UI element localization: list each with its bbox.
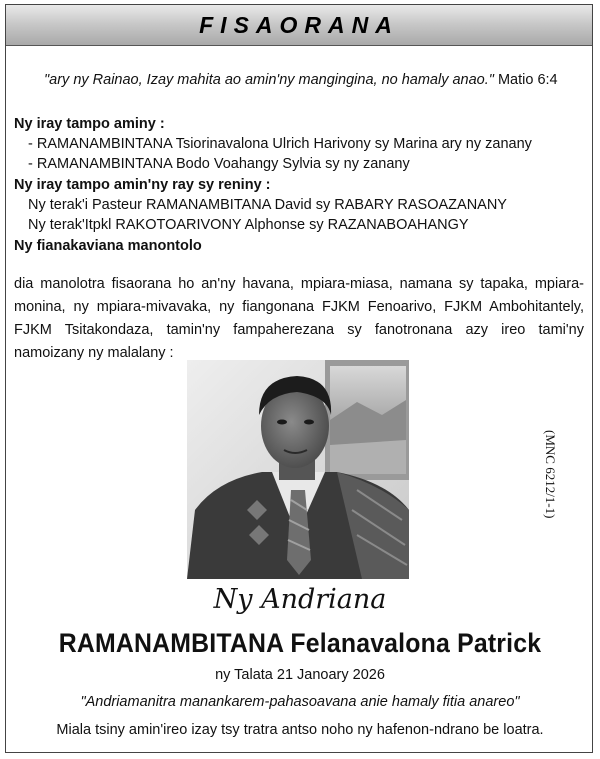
relative-line: Ny terak'i Pasteur RAMANAMBITANA David sy RABARY RASOAZANANY [28, 197, 507, 213]
thanks-message: dia manolotra fisaorana ho an'ny havana, mpiara-miasa, namana sy tapaka, mpiara-monina, ny mpiara-mivavaka, ny fiangonana FJKM Fenoarivo, FJKM Ambohitantely, FJKM Tsitakondaza, tamin'ny fampaherezana sy fanotronana azy ireo tami'ny namoizany ny malalany : [14, 276, 584, 361]
parents-siblings-heading: Ny iray tampo amin'ny ray sy reniny : [14, 177, 271, 193]
siblings-heading: Ny iray tampo aminy : [14, 116, 165, 132]
honorific-title: Ny Andriana [213, 584, 387, 615]
closing-apology: Miala tsiny amin'ireo izay tsy tratra antso noho ny hafenon-ndrano be loatra. [56, 722, 544, 738]
notice-title: FISAORANA [199, 11, 399, 38]
relative-line: Ny terak'Itpkl RAKOTOARIVONY Alphonse sy RAZANABOAHANGY [28, 217, 469, 233]
death-date: ny Talata 21 Janoary 2026 [215, 667, 385, 683]
portrait-photo [187, 360, 409, 579]
publication-reference: (MNC 6212/1-1) [543, 430, 558, 519]
quote-reference: Matio 6:4 [497, 72, 558, 88]
sibling-line: - RAMANAMBINTANA Bodo Voahangy Sylvia sy ny zanany [28, 156, 410, 172]
closing-verse: "Andriamanitra manankarem-pahasoavana anie hamaly fitia anareo" [80, 694, 520, 710]
header-banner [6, 5, 592, 46]
bible-quote [44, 72, 558, 88]
whole-family-heading: Ny fianakaviana manontolo [14, 238, 202, 254]
quote-text: "ary ny Rainao, Izay mahita ao amin'ny mangingina, no hamaly anao." [44, 72, 494, 88]
sibling-line: - RAMANAMBINTANA Tsiorinavalona Ulrich Harivony sy Marina ary ny zanany [28, 136, 532, 152]
deceased-name: RAMANAMBITANA Felanavalona Patrick [58, 628, 542, 658]
